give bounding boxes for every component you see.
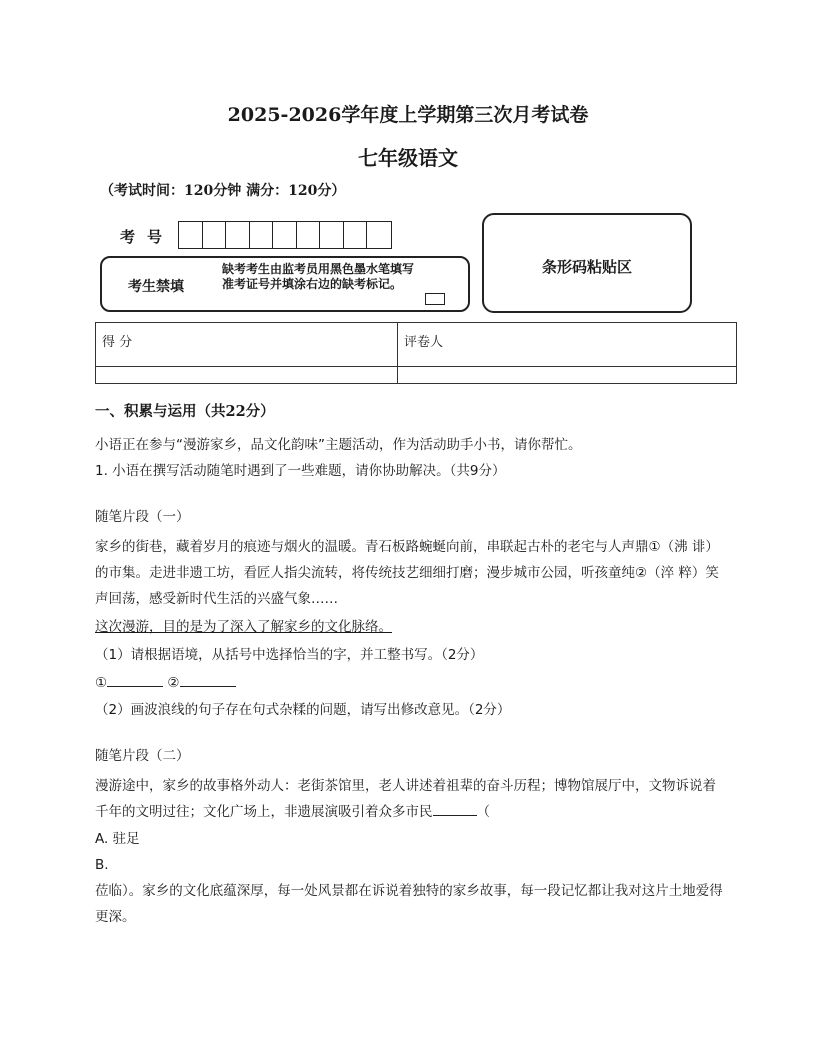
- blank-1[interactable]: [107, 672, 163, 687]
- fragment-1-body: 家乡的街巷，藏着岁月的痕迹与烟火的温暖。青石板路蜿蜒向前，串联起古朴的老宅与人声鼎①（沸 诽）的市集。走进非遗工坊，看匠人指尖流转，将传统技艺细细打磨；漫步城市公园，听孩童纯②（淬 粹）笑声回荡，感受新时代生活的兴盛气象……: [95, 539, 719, 607]
- grader-label: 评卷人: [398, 323, 737, 367]
- question-1-1: （1）请根据语境，从括号中选择恰当的字，并工整书写。（2分）: [95, 647, 484, 663]
- kaohao-box[interactable]: [203, 222, 227, 248]
- exam-title: 2025-2026学年度上学期第三次月考试卷: [227, 104, 589, 126]
- blank-2-label: ②: [167, 675, 180, 691]
- barcode-label: 条形码粘贴区: [541, 258, 632, 276]
- question-1: 1. 小语在撰写活动随笔时遇到了一些难题，请你协助解决。（共9分）: [95, 463, 506, 479]
- section-heading: 一、积累与运用（共22分）: [95, 403, 275, 420]
- kaohao-box[interactable]: [273, 222, 297, 248]
- kaohao-box[interactable]: [320, 222, 344, 248]
- kaohao-box[interactable]: [226, 222, 250, 248]
- jinfill-label: 考生禁填: [128, 279, 184, 295]
- blank-3[interactable]: [433, 801, 477, 816]
- answer-blanks: [95, 670, 725, 696]
- grader-cell[interactable]: [398, 367, 737, 384]
- absent-mark-box[interactable]: [425, 293, 445, 305]
- fragment-2-paren: （: [476, 804, 490, 820]
- kaohao-label: 考号: [120, 228, 175, 246]
- exam-subtitle: 七年级语文: [358, 146, 458, 170]
- fragment-2-tail: 莅临）。家乡的文化底蕴深厚，每一处风景都在诉说着独特的家乡故事，每一段记忆都让我对这片土地爱得更深。: [95, 883, 723, 925]
- fragment-1-title: 随笔片段（一）: [95, 509, 190, 525]
- score-table: [95, 322, 737, 384]
- question-1-2: （2）画波浪线的句子存在句式杂糅的问题，请写出修改意见。（2分）: [95, 702, 511, 718]
- fragment-2-title: 随笔片段（二）: [95, 748, 190, 764]
- kaohao-box[interactable]: [344, 222, 368, 248]
- option-a: A. 驻足: [95, 831, 140, 847]
- blank-2[interactable]: [180, 672, 236, 687]
- kaohao-box[interactable]: [250, 222, 274, 248]
- fragment-2-text: 漫游途中，家乡的故事格外动人：老街茶馆里，老人讲述着祖辈的奋斗历程；博物馆展厅中，文物诉说着千年的文明过往；文化广场上，非遗展演吸引着众多市民: [95, 778, 716, 820]
- exam-info: （考试时间：120分钟 满分：120分）: [100, 183, 346, 199]
- kaohao-box[interactable]: [297, 222, 321, 248]
- kaohao-box[interactable]: [179, 222, 203, 248]
- intro-text: 小语正在参与“漫游家乡，品文化韵味”主题活动，作为活动助手小书，请你帮忙。: [95, 437, 582, 453]
- blank-1-label: ①: [95, 675, 108, 691]
- option-b: B.: [95, 857, 109, 873]
- kaohao-box[interactable]: [367, 222, 391, 248]
- jinfill-note: 缺考考生由监考员用黑色墨水笔填写准考证号并填涂右边的缺考标记。: [222, 262, 415, 291]
- kaohao-boxes[interactable]: [178, 221, 392, 249]
- fragment-2-body: [95, 773, 725, 825]
- score-label: 得 分: [96, 323, 398, 367]
- score-cell[interactable]: [96, 367, 398, 384]
- underlined-sentence: 这次漫游，目的是为了深入了解家乡的文化脉络。: [95, 619, 392, 635]
